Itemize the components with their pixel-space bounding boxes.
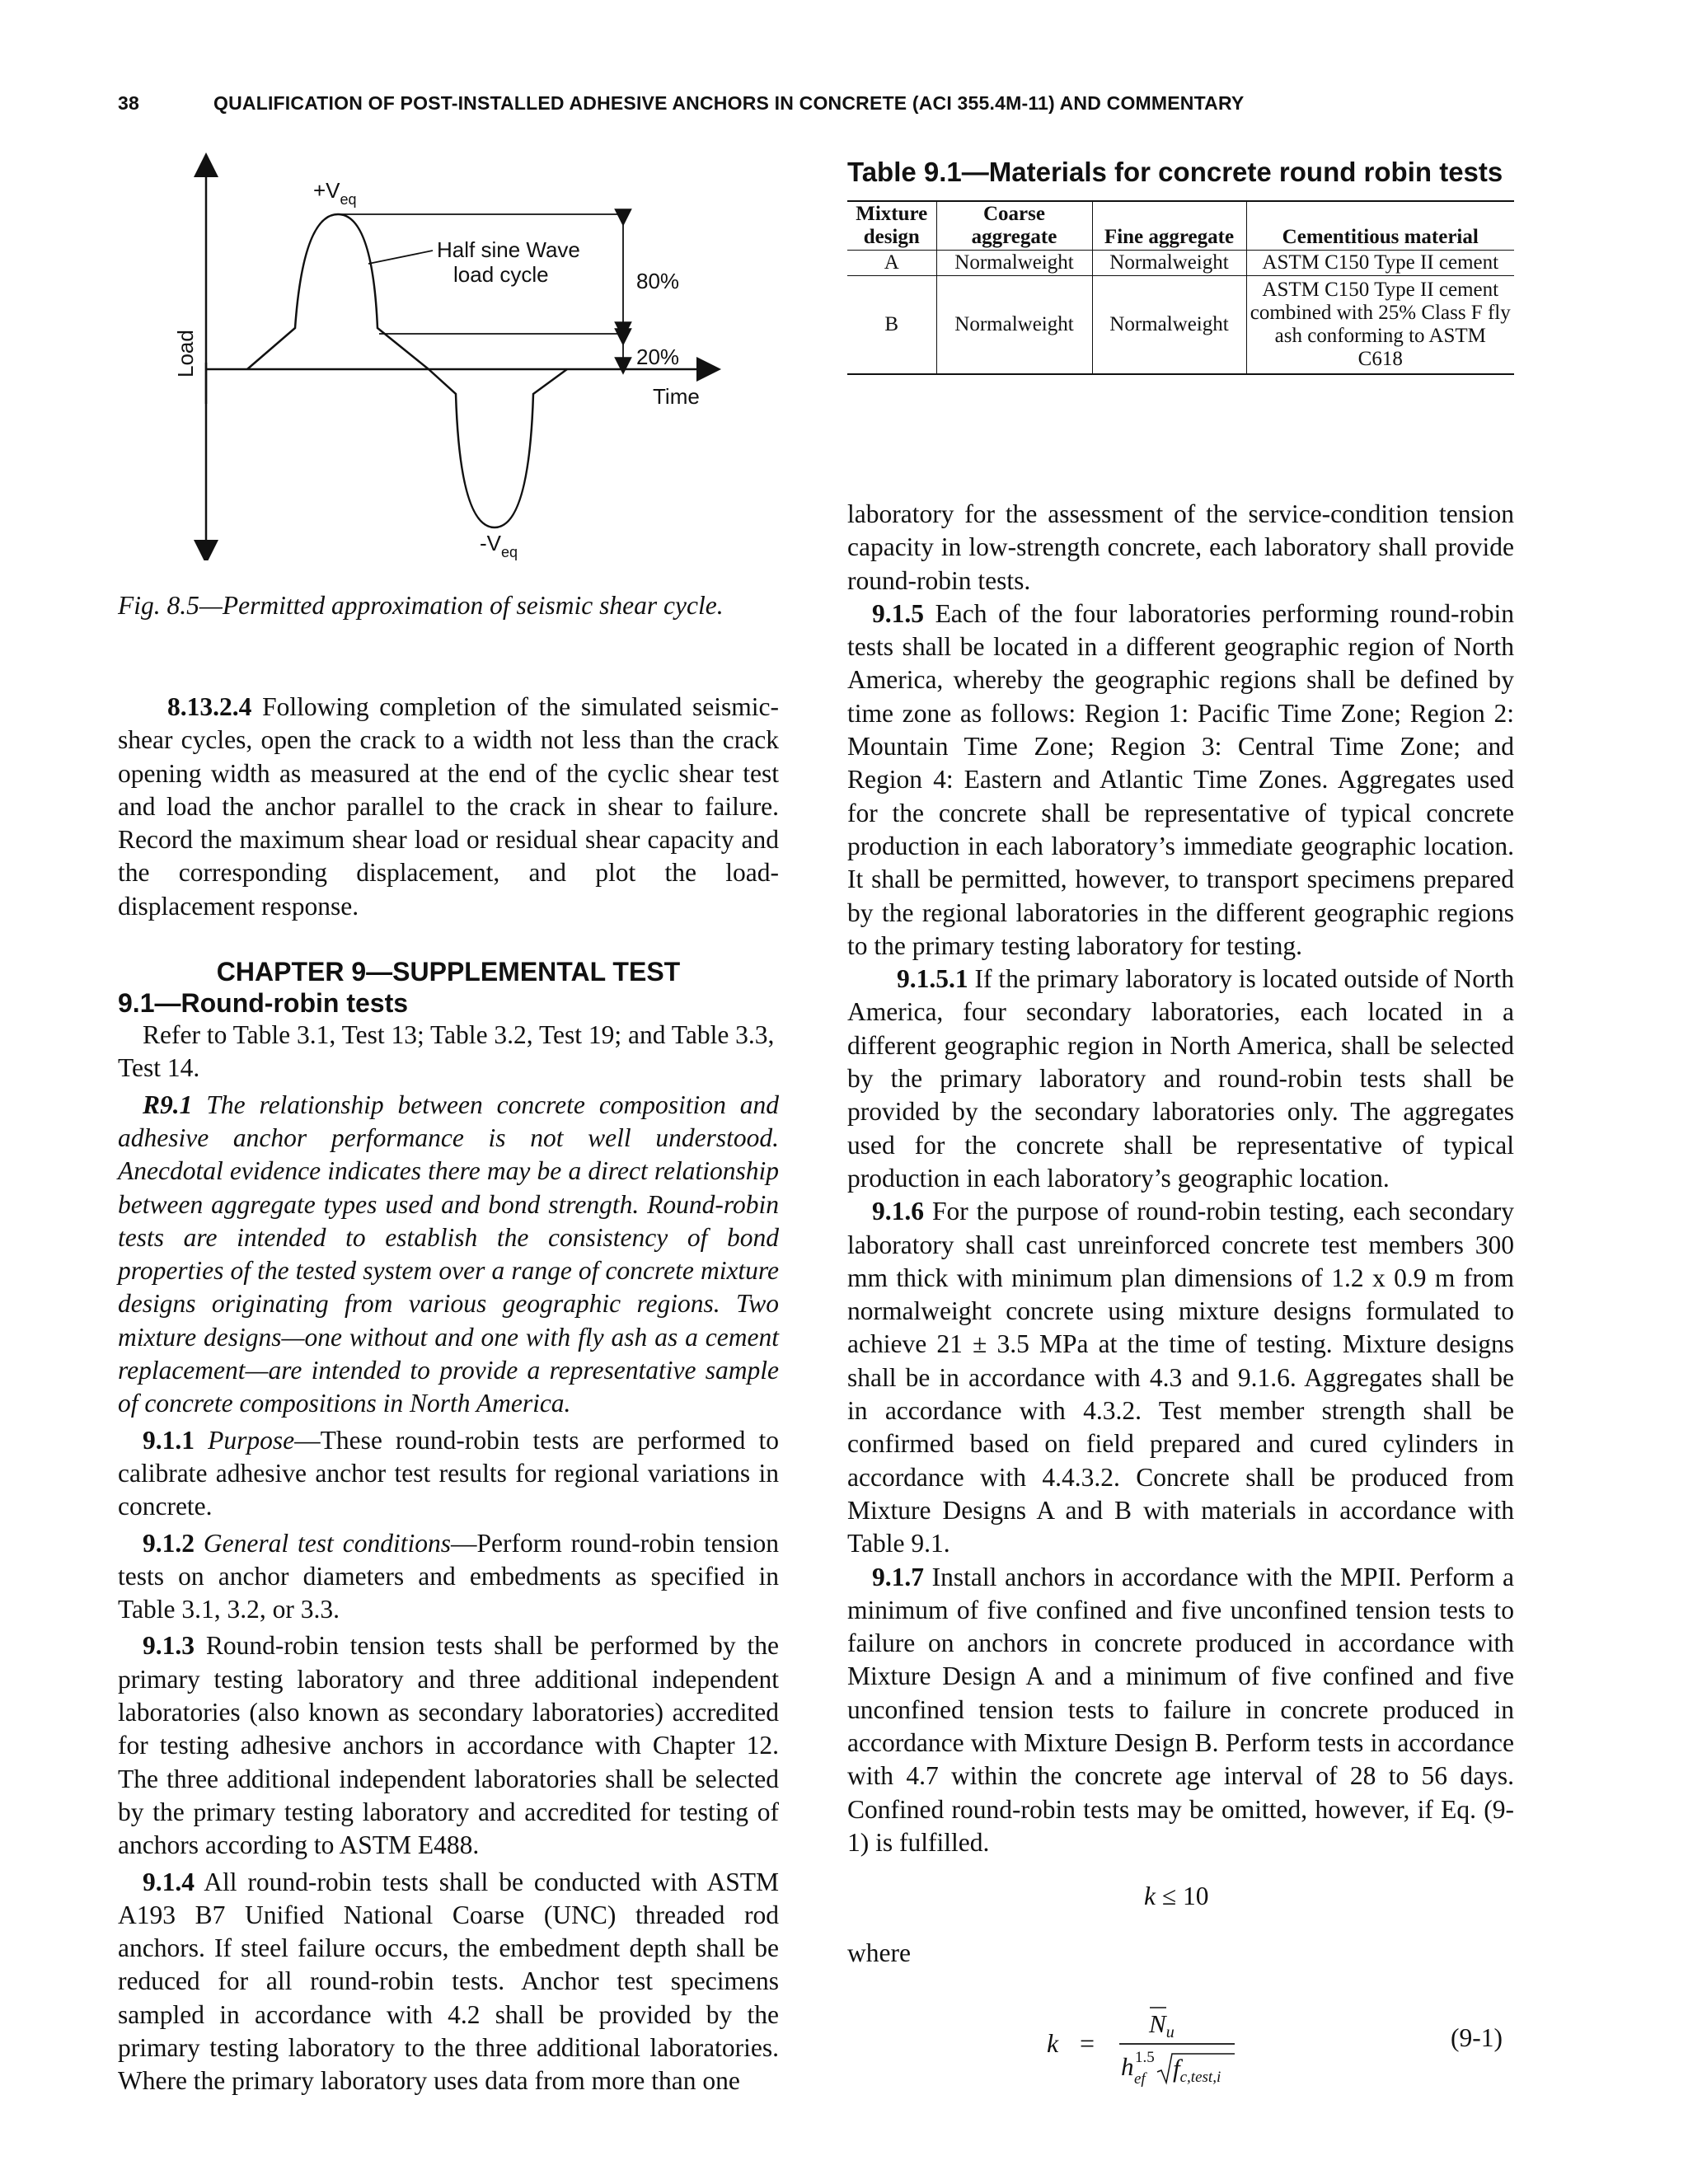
figure-caption: Fig. 8.5—Permitted approximation of seismic shear cycle.	[118, 591, 724, 620]
paragraph-9-1-6: 9.1.6 For the purpose of round-robin testing, each secondary laboratory shall cast unreinforced concrete test members 300 mm thick with minimum plan dimensions of 1.2 x 0.9 m from normalweight concrete using mixture designs formulated to achieve 21 ± 3.5 MPa at the time of testing. Mixture designs shall be in accordance with 4.3 and 9.1.6. Aggregates shall be in accordance with 4.3.2. Test member strength shall be confirmed based on field prepared and cured cylinders in accordance with 4.4.3.2. Concrete shall be produced from Mixture Designs A and B with materials in accordance with Table 9.1.	[847, 1197, 1514, 1558]
table-cell: A	[847, 251, 936, 276]
eq-numerator: Nu	[1149, 2009, 1175, 2041]
load-label: Load	[173, 330, 198, 377]
eq-f-term: fc,test,i	[1173, 2054, 1221, 2086]
eq-h-sup: 1.5	[1135, 2049, 1155, 2066]
equation-number: (9-1)	[1451, 2023, 1503, 2052]
time-label: Time	[653, 384, 700, 409]
annotation-line-2: load cycle	[453, 262, 549, 287]
eq-equals: =	[1080, 2028, 1095, 2058]
running-title: QUALIFICATION OF POST-INSTALLED ADHESIVE ANCHORS IN CONCRETE (ACI 355.4M-11) AND COMMENTARY	[213, 92, 1245, 114]
table-header-cell: Fine aggregate	[1092, 201, 1246, 251]
table-header-cell: Coarse aggregate	[936, 201, 1092, 251]
commentary-r9-1: R9.1 The relationship between concrete composition and adhesive anchor performance is not well understood. Anecdotal evidence indicates there may be a direct relationship between aggregate types used and bond strength. Round-robin tests are intended to establish the consistency of bond properties of the tested system over a range of concrete mixture designs originating from various geographic regions. Two mixture designs—one without and one with fly ash as a cement replacement—are intended to provide a representative sample of concrete compositions in North America.	[118, 1090, 779, 1418]
table-header-row	[847, 201, 1514, 251]
table-row	[847, 251, 1514, 276]
table-cell: ASTM C150 Type II cement	[1246, 251, 1514, 276]
annotation-line-1: Half sine Wave	[437, 237, 580, 262]
eq-h-term: h	[1121, 2052, 1134, 2081]
paragraph-9-1-7: 9.1.7 Install anchors in accordance with the MPII. Perform a minimum of five confined and five unconfined tension tests to failure on anchors in concrete produced in accordance with Mixture Design A and a minimum of five confined and five unconfined tension tests to failure in concrete produced in accordance with Mixture Design B. Perform tests in accordance with 4.7 within the concrete age interval of 28 to 56 days. Confined round-robin tests may be omitted, however, if Eq. (9-1) is fulfilled.	[847, 1562, 1514, 1857]
equation-9-1	[1047, 2003, 1261, 2093]
left-column	[118, 691, 779, 2098]
chapter-heading: CHAPTER 9—SUPPLEMENTAL TEST	[216, 957, 681, 987]
paragraph-9-1-2: 9.1.2 General test conditions—Perform round-robin tension tests on anchor diameters and embedments as specified in Table 3.1, 3.2, or 3.3.	[118, 1528, 779, 1624]
materials-table	[847, 200, 1514, 375]
where-label: where	[847, 1938, 911, 1967]
trough-label: $-V_{eq}$	[480, 531, 518, 560]
pct-lower-label: 20%	[636, 344, 680, 369]
pct-upper-label: 80%	[636, 269, 680, 293]
paragraph-9-1-5-1: 9.1.5.1 If the primary laboratory is located outside of North America, four secondary laboratories, each located in a different geographic region in North America, shall be selected by the primary laboratory and round-robin tests shall be provided by the secondary laboratories only. The aggregates used for the concrete shall be representative of typical production in each laboratory’s geographic location.	[847, 964, 1514, 1193]
paragraph-8-13-2-4: 8.13.2.4 Following completion of the simulated seismic-shear cycles, open the crack to a width not less than the crack opening width as measured at the end of the cyclic shear test and load the anchor parallel to the crack in shear to failure. Record the maximum shear load or residual shear capacity and the corresponding displacement, and plot the load-displacement response.	[118, 692, 779, 921]
eq-h-sub: ef	[1134, 2070, 1146, 2088]
table-header-cell: Mixture design	[847, 201, 936, 251]
paragraph-continued: laboratory for the assessment of the service-condition tension capacity in low-strength concrete, each laboratory shall provide round-robin tests.	[847, 499, 1514, 595]
table-cell: B	[884, 313, 899, 335]
annotation-leader	[368, 251, 433, 264]
table-row	[847, 276, 1514, 375]
negative-half-sine	[429, 369, 567, 527]
paragraph-9-1-5: 9.1.5 Each of the four laboratories performing round-robin tests shall be located in a different geographic region of North America, whereby the geographic regions shall be defined by time zone as follows: Region 1: Pacific Time Zone; Region 2: Mountain Time Zone; Region 3: Central Time Zone; and Region 4: Eastern and Atlantic Time Zones. Aggregates used for the concrete shall be representative of typical concrete production in each laboratory’s immediate geographic location. It shall be permitted, however, to transport specimens prepared by the regional laboratories in the different geographic regions to the primary testing laboratory for testing.	[847, 598, 1514, 960]
paragraph-9-1-3: 9.1.3 Round-robin tension tests shall be performed by the primary testing laboratory and three additional independent laboratories (also known as secondary laboratories) accredited for testing adhesive anchors in accordance with Chapter 12. The three additional independent laboratories shall be selected by the primary testing laboratory and accredited for testing of anchors according to ASTM E488.	[118, 1631, 779, 1860]
table-cell: ASTM C150 Type II cement combined with 25% Class F fly ash conforming to ASTM C618	[1246, 276, 1514, 375]
table-cell: Normalweight	[1092, 276, 1246, 375]
table-title: Table 9.1—Materials for concrete round robin tests	[847, 157, 1503, 187]
paragraph-refer: Refer to Table 3.1, Test 13; Table 3.2, Test 19; and Table 3.3, Test 14.	[118, 1020, 775, 1083]
page-number: 38	[118, 92, 139, 114]
table-header-cell: Cementitious material	[1246, 201, 1514, 251]
inequality-k: k ≤ 10	[1144, 1882, 1209, 1910]
right-column	[847, 498, 1514, 1859]
positive-half-sine	[247, 214, 429, 369]
paragraph-9-1-1: 9.1.1 Purpose—These round-robin tests are performed to calibrate adhesive anchor test results for regional variations in concrete.	[118, 1425, 779, 1521]
paragraph-9-1-4: 9.1.4 All round-robin tests shall be conducted with ASTM A193 B7 Unified National Coarse (UNC) threaded rod anchors. If steel failure occurs, the embedment depth shall be reduced for all round-robin tests. Anchor test specimens sampled in accordance with 4.2 shall be provided by the primary testing laboratory to the three additional laboratories. Where the primary laboratory uses data from more than one	[118, 1867, 779, 2096]
seismic-shear-cycle-figure	[157, 148, 725, 560]
section-heading: 9.1—Round-robin tests	[118, 988, 409, 1019]
eq-lhs: k	[1047, 2028, 1059, 2058]
peak-label: $+V_{eq}$	[313, 178, 357, 208]
table-cell: Normalweight	[936, 276, 1092, 375]
running-header	[118, 92, 1244, 115]
table-cell: Normalweight	[1092, 251, 1246, 276]
table-cell: Normalweight	[936, 251, 1092, 276]
